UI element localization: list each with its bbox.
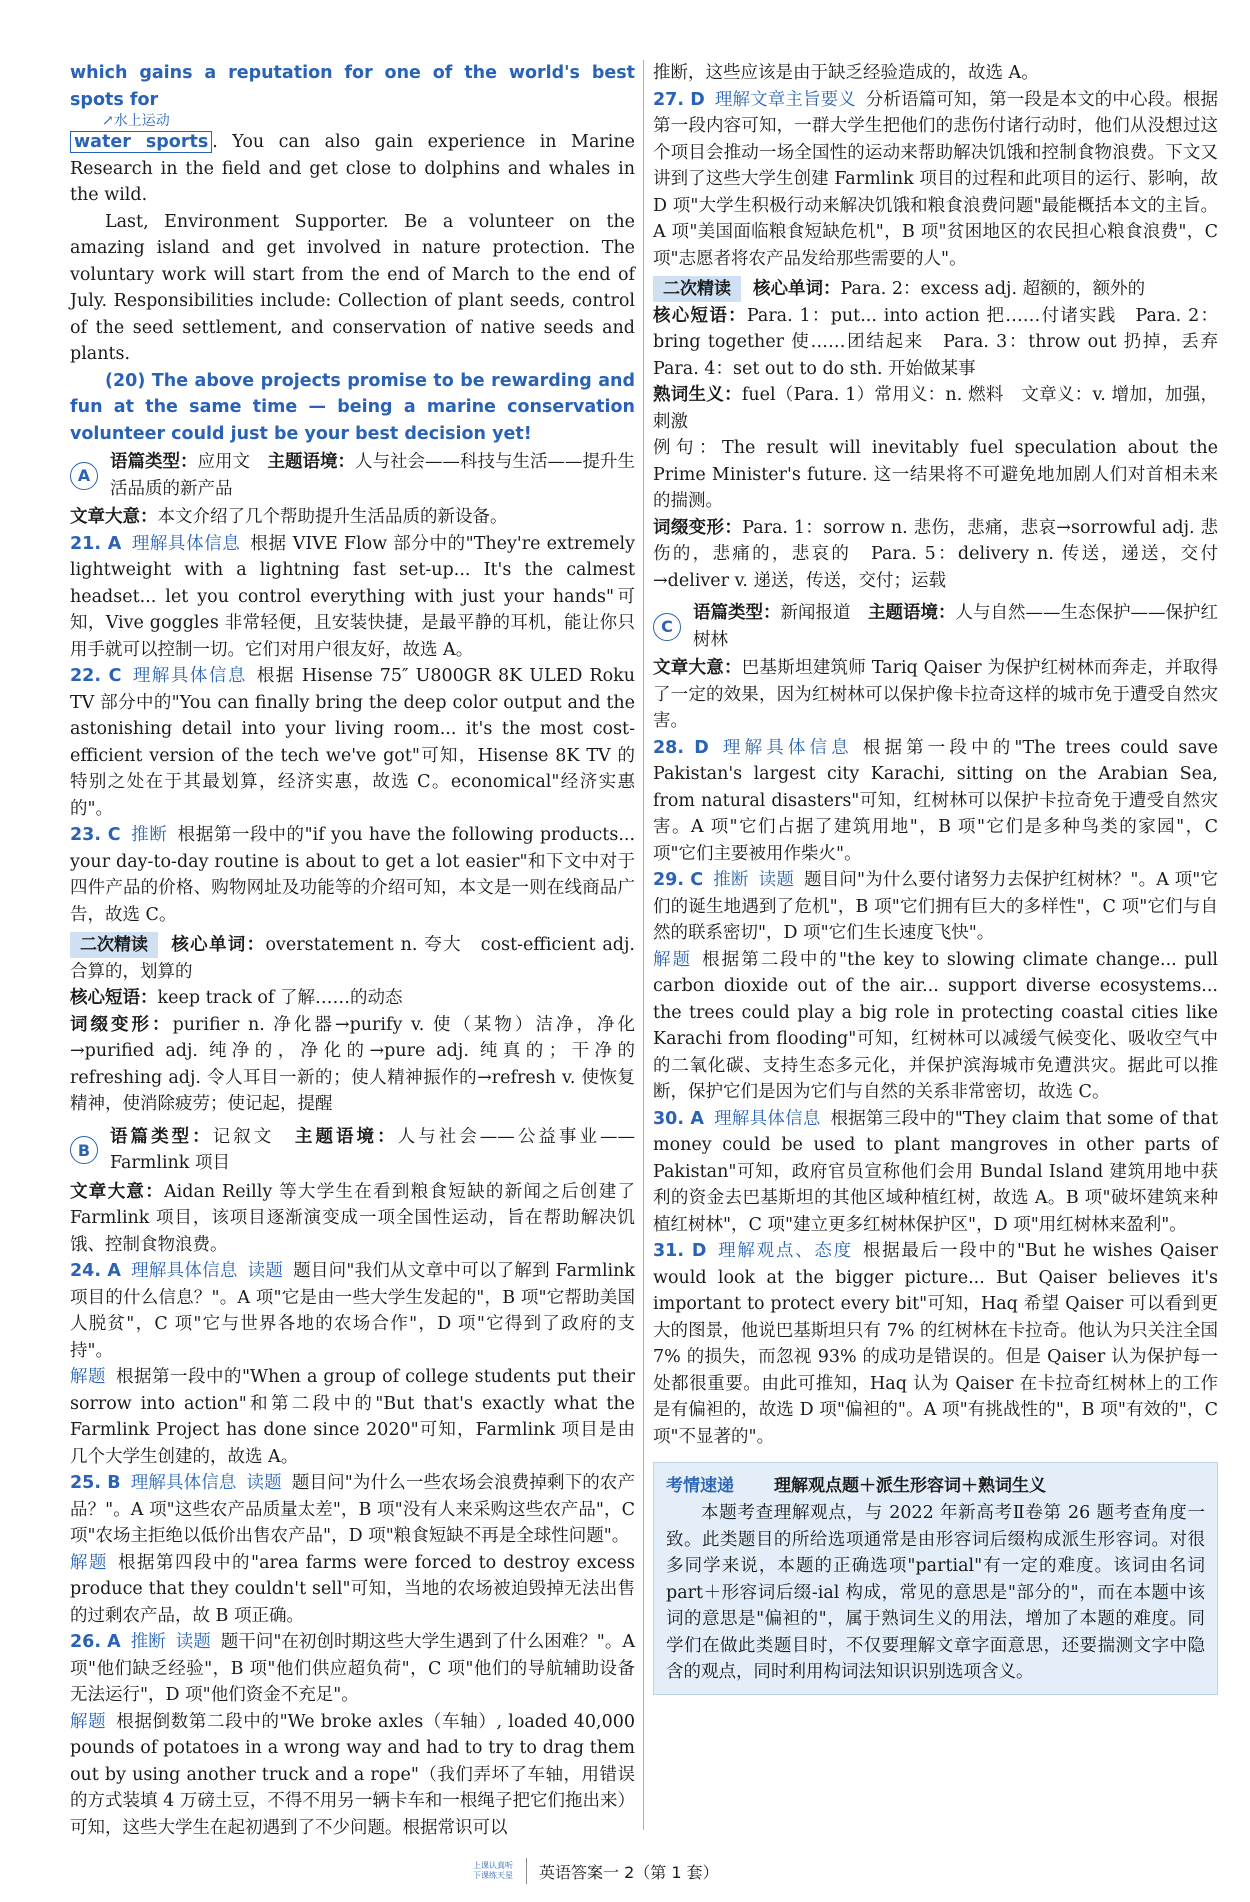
section-letter-a: A xyxy=(70,462,98,490)
derivation-b: 词缀变形：Para. 1：sorrow n. 悲伤，悲痛，悲哀→sorrowful adj. 悲伤的，悲痛的，悲哀的 Para. 5：delivery n. 传送，递送，交付→deliver v. 递送，传送，交付；运载 xyxy=(653,517,1218,591)
section-c-summary: 文章大意：巴基斯坦建筑师 Tariq Qaiser 为保护红树林而奔走，并取得了一定的效果，因为红树林可以保护像卡拉奇这样的城市免于遭受自然灾害。 xyxy=(653,658,1218,731)
right-column xyxy=(653,60,1236,1695)
left-column xyxy=(70,60,653,1841)
section-c-header: C 语篇类型：新闻报道 主题语境：人与自然——生态保护——保护红树林 xyxy=(653,600,1218,653)
answer-22: 22. C 理解具体信息 根据 Hisense 75″ U800GR 8K ULED Roku TV 部分中的"You can finally bring the deep color output and the astonishing detail into your living room... it's the most cost-efficient version of the tech we've got"可知，Hisense 8K TV 的特别之处在于其最划算，经济实惠，故选 C。economical"经济实惠的"。 xyxy=(70,666,636,819)
answer-29: 29. C 推断 读题 题目问"为什么要付诸努力去保护红树林？"。A 项"它们的诞生地遇到了危机"，B 项"它们拥有巨大的多样性"，C 项"它们与自然的联系密切"，D 项"它们生长速度飞快"。 xyxy=(653,870,1219,943)
column-divider xyxy=(643,60,644,1830)
answer-21: 21. A 理解具体信息 根据 VIVE Flow 部分中的"They're extremely lightweight with a lightning fast set-up... It's the calmest headset... let you control everything with just your hands"可知，Vive goggles 非常轻便，且安装快捷，是最平静的耳机，能让你只用手就可以控制一切。它们对用户很友好，故选 A。 xyxy=(70,533,636,660)
answer-24: 24. A 理解具体信息 读题 题目问"我们从文章中可以了解到 Farmlink 项目的什么信息？"。A 项"它是由一些大学生发起的"，B 项"它帮助美国人脱贫"，C 项"它与世界各地的农场合作"，D 项"它得到了政府的支持"。 xyxy=(70,1261,636,1361)
familiar-word-b: 熟词生义：fuel（Para. 1）常用义：n. 燃料 文章义：v. 增加，加强，刺激 xyxy=(653,385,1219,432)
exam-trend-tag: 考情速递 xyxy=(666,1476,734,1496)
solution-25: 解题 根据第四段中的"area farms were forced to destroy excess produce that they couldn't sell"可知，当地的农场被迫毁掉无法出售的过剩农产品，故 B 项正确。 xyxy=(70,1552,636,1626)
solution-26: 解题 根据倒数第二段中的"We broke axles（车轴）, loaded 40,000 pounds of potatoes in a wrong way and had to try to drag them out by using another truck and a rope"（我们弄坏了车轴，用错误的方式装填 4 万磅土豆，不得不用另一辆卡车和一根绳子把它们拖出来）可知，这些大学生在起初遇到了不少问题。根据常识可以 xyxy=(70,1711,636,1838)
answer-page xyxy=(70,60,1236,1838)
page-footer xyxy=(470,1858,719,1884)
second-reading-badge: 二次精读 xyxy=(70,932,158,958)
answer-26: 26. A 推断 读题 题干问"在初创时期这些大学生遇到了什么困难？"。A 项"他们缺乏经验"，B 项"他们供应超负荷"，C 项"他们的导航辅助设备无法运行"，D 项"他们资金不充足"。 xyxy=(70,1632,636,1705)
answer-27: 27. D 理解文章主旨要义 分析语篇可知，第一段是本文的中心段。根据第一段内容可知，一群大学生把他们的悲伤付诸行动时，他们从没想过这个项目会推动一场全国性的运动来帮助解决饥饿和控制食物浪费。下文又讲到了这些大学生创建 Farmlink 项目的过程和此项目的运行、影响，故 D 项"大学生积极行动来解决饥饿和粮食浪费问题"最能概括本文的主旨。A 项"美国面临粮食短缺危机"，B 项"贫困地区的农民担心粮食浪费"，C 项"志愿者将农产品发给那些需要的人"。 xyxy=(653,89,1219,269)
answer-25: 25. B 理解具体信息 读题 题目问"为什么一些农场会浪费掉剩下的农产品？"。A 项"这些农产品质量太差"，B 项"没有人来采购这些农产品"，C 项"农场主拒绝以低价出售农产品"，D 项"粮食短缺不再是全球性问题"。 xyxy=(70,1473,635,1546)
section-b-header: B 语篇类型：记叙文 主题语境：人与社会——公益事业——Farmlink 项目 xyxy=(70,1124,635,1177)
exam-trend-box xyxy=(653,1462,1218,1695)
example-b: 例句：The result will inevitably fuel speculation about the Prime Minister's future. 这一结果将不可避免地加剧人们对首相未来的揣测。 xyxy=(653,438,1218,511)
vocab-b: 二次精读 核心单词：Para. 2：excess adj. 超额的，额外的 xyxy=(653,276,1218,303)
exam-trend-title: 理解观点题＋派生形容词＋熟词生义 xyxy=(774,1476,1046,1496)
answer-28: 28. D 理解具体信息 根据第一段中的"The trees could save Pakistan's largest city Karachi, sitting on the Arabian Sea, from natural disasters"可知，红树林可以保护卡拉奇免于遭受自然灾害。A 项"它们占据了建筑用地"，B 项"它们是多种鸟类的家园"，C 项"它们主要被用作柴火"。 xyxy=(653,737,1219,864)
solution-24: 解题 根据第一段中的"When a group of college students put their sorrow into action"和第二段中的"But that's exactly what the Farmlink Project has done since 2020"可知，Farmlink 项目是由几个大学生创建的，故选 A。 xyxy=(70,1367,636,1467)
section-b-summary: 文章大意：Aidan Reilly 等大学生在看到粮食短缺的新闻之后创建了 Farmlink 项目，该项目逐渐演变成一项全国性运动，旨在帮助解决饥饿、控制食物浪费。 xyxy=(70,1181,636,1255)
section-a-summary: 文章大意：本文介绍了几个帮助提升生活品质的新设备。 xyxy=(70,507,508,527)
boxed-term: water sports xyxy=(70,131,212,153)
exam-trend-text: 本题考查理解观点，与 2022 年新高考Ⅱ卷第 26 题考查角度一致。此类题目的所给选项通常是由形容词后缀构成派生形容词。对很多同学来说，本题的正确选项"partial"有一定的难度。该词由名词 part＋形容词后缀-ial 构成，常见的意思是"部分的"，而在本题中该词的意思是"偏袒的"，属于熟词生义的用法，增加了本题的难度。同学们在做此类题目时，不仅要理解文章字面意思，还要揣测文字中隐含的观点，同时利用构词法知识识别选项含义。 xyxy=(666,1503,1205,1682)
section-letter-c: C xyxy=(653,613,681,641)
annotation-note: ↗水上运动 xyxy=(102,113,170,129)
section-a-header: A 语篇类型：应用文 主题语境：人与社会——科技与生活——提升生活品质的新产品 xyxy=(70,449,635,502)
solution-26-cont: 推断，这些应该是由于缺乏经验造成的，故选 A。 xyxy=(653,63,1039,83)
environment-paragraph: Last, Environment Supporter. Be a volunteer on the amazing island and get involved in nature protection. The voluntary work will start from the end of March to the end of July. Responsibilities include: Collection of plant seeds, control of the seed settlement, and conservation of native seeds and plants. xyxy=(70,211,635,364)
answer-31: 31. D 理解观点、态度 根据最后一段中的"But he wishes Qaiser would look at the bigger picture... But Qaiser believes it's important to protect every bit"可知，Haq 希望 Qaiser 可以看到更大的图景，他说巴基斯坦只有 7% 的红树林在卡拉奇。他认为只关注全国 7% 的损失，而忽视 93% 的成功是错误的。但是 Qaiser 认为保护每一处都很重要。由此可推知，Haq 认为 Qaiser 在卡拉奇红树林上的工作是有偏袒的，故选 D 项"偏袒的"。A 项"有挑战性的"，B 项"有效的"，C 项"不显著的"。 xyxy=(653,1241,1218,1447)
brand-logo: 上课认真听 下课练天星 xyxy=(470,1858,527,1884)
page-number-label: 英语答案一 2（第 1 套） xyxy=(539,1862,719,1882)
answer-30: 30. A 理解具体信息 根据第三段中的"They claim that some of that money could be used to plant mangroves in other parts of Pakistan"可知，政府官员宣称他们会用 Bundal Island 建筑用地中获利的资金去巴基斯坦的其他区域种植红树，故选 A。B 项"破坏建筑来种植红树林"，C 项"建立更多红树林保护区"，D 项"用红树林来盈利"。 xyxy=(653,1108,1219,1235)
vocab-a: 二次精读 核心单词：overstatement n. 夸大 cost-efficient adj. 合算的，划算的 xyxy=(70,932,635,985)
sentence-20: (20) The above projects promise to be rewarding and fun at the same time — being a marine conservation volunteer could just be your best decision yet! xyxy=(70,370,635,444)
answer-23: 23. C 推断 根据第一段中的"if you have the following products... your day-to-day routine is about to get a lot easier"和下文中对于四件产品的价格、购物网址及功能等的介绍可知，本文是一则在线商品广告，故选 C。 xyxy=(70,825,636,925)
intro-passage: which gains a reputation for one of the world's best spots for ↗水上运动 water sports . You can also gain experience in Marine Research in the field and get close to dolphins and whales in the wild. xyxy=(70,63,635,205)
phrase-b: 核心短语：Para. 1：put... into action 把……付诸实践 Para. 2：bring together 使……团结起来 Para. 3：throw out 扔掉，丢弃 Para. 4：set out to do sth. 开始做某事 xyxy=(653,305,1236,379)
section-letter-b: B xyxy=(70,1136,98,1164)
solution-29: 解题 根据第二段中的"the key to slowing climate change... pull carbon dioxide out of the air... support diverse ecosystems... the trees could play a big role in protecting coastal cities like Karachi from flooding"可知，红树林可以减缓气候变化、吸收空气中的二氧化碳、支持生态多元化，并保护滨海城市免遭洪灾。据此可以推断，保护它们是因为它们与自然的关系非常密切，故选 C。 xyxy=(653,949,1219,1102)
derivation-a: 词缀变形：purifier n. 净化器→purify v. 使（某物）洁净，净化→purified adj. 纯净的，净化的→pure adj. 纯真的；干净的 refreshing adj. 令人耳目一新的；使人精神振作的→refresh v. 使恢复精神，使消除疲劳；使记起，提醒 xyxy=(70,1014,653,1114)
phrase-a: 核心短语：keep track of 了解……的动态 xyxy=(70,988,403,1008)
second-reading-badge: 二次精读 xyxy=(653,276,741,302)
